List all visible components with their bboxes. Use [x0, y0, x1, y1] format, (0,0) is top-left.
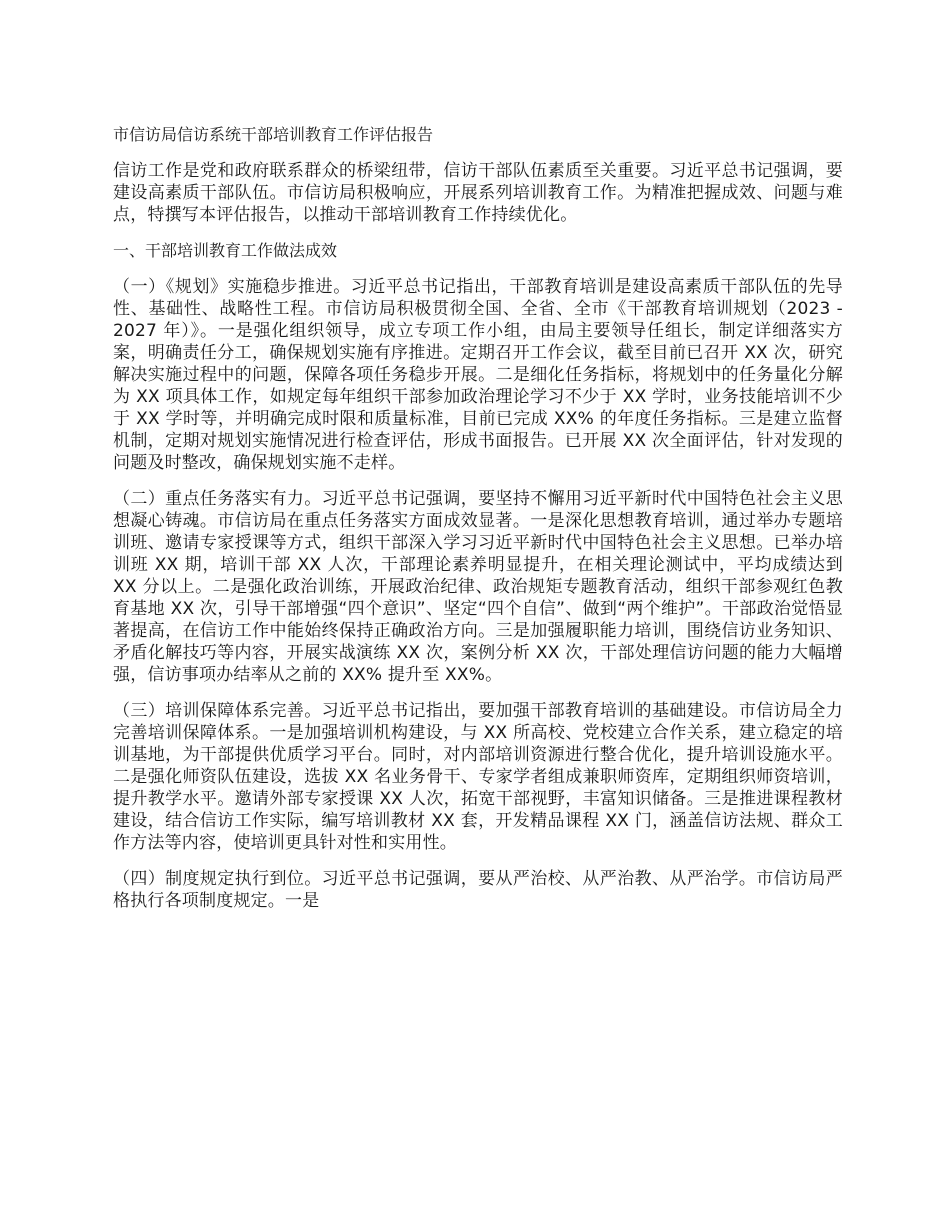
paragraph-rules-enforcement: （四）制度规定执行到位。习近平总书记强调，要从严治校、从严治教、从严治学。市信访局严格执行各项制度规定。一是: [113, 869, 843, 911]
paragraph-training-support: （三）培训保障体系完善。习近平总书记指出，要加强干部教育培训的基础建设。市信访局全力完善培训保障体系。一是加强培训机构建设，与 XX 所高校、党校建立合作关系，建立稳定的培训基地，为干部提供优质学习平台。同时，对内部培训资源进行整合优化，提升培训设施水平。二是强化师资队伍建设，选拔 XX 名业务骨干、专家学者组成兼职师资库，定期组织师资培训，提升教学水平。邀请外部专家授课 XX 人次，拓宽干部视野，丰富知识储备。三是推进课程教材建设，结合信访工作实际，编写培训教材 XX 套，开发精品课程 XX 门，涵盖信访法规、群众工作方法等内容，使培训更具针对性和实用性。: [113, 701, 843, 853]
document-title: 市信访局信访系统干部培训教育工作评估报告: [113, 125, 434, 144]
section-heading: 一、干部培训教育工作做法成效: [113, 241, 338, 260]
paragraph-key-tasks: （二）重点任务落实有力。习近平总书记强调，要坚持不懈用习近平新时代中国特色社会主义思想凝心铸魂。市信访局在重点任务落实方面成效显著。一是深化思想教育培训，通过举办专题培训班、邀请专家授课等方式，组织干部深入学习习近平新时代中国特色社会主义思想。已举办培训班 XX 期，培训干部 XX 人次，干部理论素养明显提升，在相关理论测试中，平均成绩达到 XX 分以上。二是强化政治训练，开展政治纪律、政治规矩专题教育活动，组织干部参观红色教育基地 XX 次，引导干部增强“四个意识”、坚定“四个自信”、做到“两个维护”。干部政治觉悟显著提高，在信访工作中能始终保持正确政治方向。三是加强履职能力培训，围绕信访业务知识、矛盾化解技巧等内容，开展实战演练 XX 次，案例分析 XX 次，干部处理信访问题的能力大幅增强，信访事项办结率从之前的 XX% 提升至 XX%。: [113, 489, 843, 685]
paragraph-plan-implementation: （一）《规划》实施稳步推进。习近平总书记指出，干部教育培训是建设高素质干部队伍的先导性、基础性、战略性工程。市信访局积极贯彻全国、全省、全市《干部教育培训规划（2023 - 2027 年）》。一是强化组织领导，成立专项工作小组，由局主要领导任组长，制定详细落实方案，明确责任分工，确保规划实施有序推进。定期召开工作会议，截至目前已召开 XX 次，研究解决实施过程中的问题，保障各项任务稳步开展。二是细化任务指标，将规划中的任务量化分解为 XX 项具体工作，如规定每年组织干部参加政治理论学习不少于 XX 学时，业务技能培训不少于 XX 学时等，并明确完成时限和质量标准，目前已完成 XX% 的年度任务指标。三是建立监督机制，定期对规划实施情况进行检查评估，形成书面报告。已开展 XX 次全面评估，针对发现的问题及时整改，确保规划实施不走样。: [113, 277, 843, 473]
document-page: [113, 123, 843, 926]
intro-paragraph: 信访工作是党和政府联系群众的桥梁纽带，信访干部队伍素质至关重要。习近平总书记强调，要建设高素质干部队伍。市信访局积极响应，开展系列培训教育工作。为精准把握成效、问题与难点，特撰写本评估报告，以推动干部培训教育工作持续优化。: [113, 161, 843, 225]
